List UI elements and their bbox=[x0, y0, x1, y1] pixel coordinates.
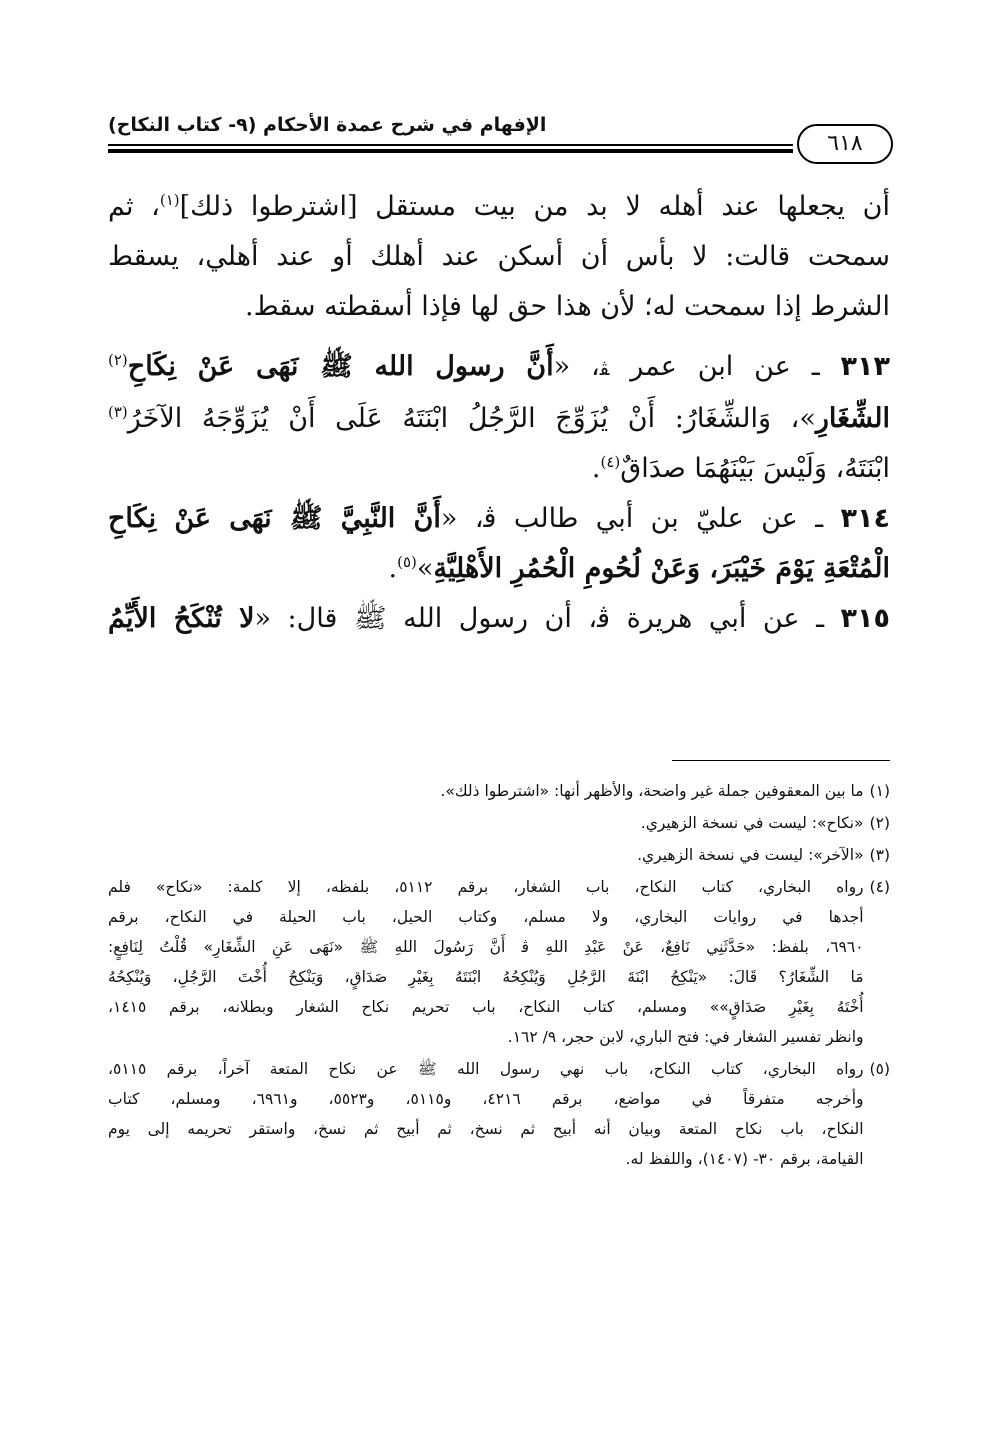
page-header bbox=[108, 108, 893, 168]
footnote-ref[interactable]: (٢) bbox=[108, 351, 128, 369]
header-rule-thin bbox=[108, 144, 793, 146]
footnote-mark: (٢) bbox=[869, 814, 890, 832]
hadith-number: ٣١٤ bbox=[840, 503, 890, 534]
footnotes bbox=[108, 776, 890, 1176]
footnote-line: ٦٩٦٠، بلفظ: «حَدَّثَنِي نَافِعٌ، عَنْ عَبْدِ اللهِ ﭬ أَنَّ رَسُولَ اللهِ ﷺ «نَهَى عَنِ الشِّغَارِ» قُلْتُ لِنَافِعٍ: bbox=[108, 938, 864, 956]
honorific-symbol: ﭭ bbox=[599, 358, 610, 380]
footnote-mark: (٥) bbox=[869, 1060, 890, 1078]
footnote-line: وانظر تفسير الشغار في: فتح الباري، لابن حجر، ٩/ ١٦٢. bbox=[507, 1028, 864, 1046]
footnote-line: رواه البخاري، كتاب النكاح، باب الشغار، برقم ٥١١٢، بلفظه، إلا كلمة: «نكاح» فلم bbox=[108, 878, 864, 896]
footnote-2 bbox=[108, 808, 890, 838]
footnote-line: النكاح، باب نكاح المتعة وبيان أنه أبيح ثم نسخ، ثم أبيح ثم نسخ، واستقر تحريمه إلى يوم bbox=[108, 1120, 864, 1138]
footnote-line: وأخرجه متفرقاً في مواضع، برقم ٤٢١٦، و٥١١٥، و٥٥٢٣، و٦٩٦١، ومسلم، كتاب bbox=[108, 1090, 864, 1108]
footnote-4 bbox=[108, 872, 890, 1052]
hadith-text: لا تُنْكَحُ الأَيِّمُ bbox=[108, 603, 255, 634]
hadith-314-line: الْمُتْعَةِ يَوْمَ خَيْبَرَ، وَعَنْ لُحُومِ الْحُمُرِ الأَهْلِيَّةِ»$^{(٥)}$. bbox=[388, 553, 890, 584]
main-text bbox=[108, 182, 890, 644]
text-line: سمحت قالت: لا بأس أن أسكن عند أهلك أو عند أهلي، يسقط bbox=[108, 241, 890, 272]
footnote-line: أُخْتَهُ بِغَيْرِ صَدَاقٍ»» ومسلم، كتاب النكاح، باب تحريم نكاح الشغار وبطلانه، برقم ١٤١٥، bbox=[108, 998, 864, 1016]
footnote-3 bbox=[108, 840, 890, 870]
footnote-line: رواه البخاري، كتاب النكاح، باب نهي رسول الله ﷺ عن نكاح المتعة آخراً، برقم ٥١١٥، bbox=[108, 1060, 864, 1078]
footnote-line: «نكاح»: ليست في نسخة الزهيري. bbox=[640, 814, 864, 832]
header-rule-thick bbox=[108, 149, 793, 153]
hadith-text: الشِّغَارِ bbox=[815, 403, 890, 434]
hadith-314-line: ٣١٤ ـ عن عليّ بن أبي طالب ﭬ، «أَنَّ النَّبِيَّ ﷺ نَهَى عَنْ نِكَاحِ bbox=[108, 503, 890, 534]
hadith-313-line: ٣١٣ ـ عن ابن عمر ﭭ، «أَنَّ رسول الله ﷺ نَهَى عَنْ نِكَاحِ$^{(٢)}$ bbox=[108, 351, 890, 382]
footnote-mark: (٣) bbox=[869, 846, 890, 864]
footnote-line: القيامة، برقم ٣٠- (١٤٠٧)، واللفظ له. bbox=[625, 1150, 864, 1168]
footnote-line: أجدها في روايات البخاري، ولا مسلم، وكتاب الحيل، باب الحيلة في النكاح، برقم bbox=[108, 908, 864, 926]
footnote-line: ما بين المعقوفين جملة غير واضحة، والأظهر أنها: «اشترطوا ذلك». bbox=[440, 782, 864, 800]
text-line: أن يجعلها عند أهله لا بد من بيت مستقل [اشترطوا ذلك]$^{(١)}$، ثم bbox=[108, 191, 890, 222]
footnote-mark: (١) bbox=[869, 782, 890, 800]
footnote-ref[interactable]: (٣) bbox=[108, 403, 128, 421]
hadith-text: أَنَّ النَّبِيَّ ﷺ نَهَى عَنْ نِكَاحِ bbox=[108, 503, 441, 534]
hadith-number: ٣١٣ bbox=[840, 351, 890, 382]
footnote-line: «الآخر»: ليست في نسخة الزهيري. bbox=[637, 846, 864, 864]
hadith-text: أَنَّ رسول الله ﷺ نَهَى عَنْ نِكَاحِ bbox=[127, 351, 554, 382]
footnote-ref[interactable]: (٥) bbox=[397, 553, 417, 571]
footnote-separator bbox=[672, 760, 890, 761]
running-title: الإفهام في شرح عمدة الأحكام (٩- كتاب النكاح) bbox=[108, 114, 547, 136]
footnote-1 bbox=[108, 776, 890, 806]
footnote-mark: (٤) bbox=[869, 878, 890, 896]
hadith-313-line: ابْنَتَهُ، وَلَيْسَ بَيْنَهُمَا صدَاقٌ$^{(٤)}$. bbox=[591, 453, 890, 484]
footnote-ref[interactable]: (٤) bbox=[600, 453, 621, 471]
footnote-line: مَا الشِّغَارُ؟ قَالَ: «يَنْكِحُ ابْنَةَ الرَّجُلِ وَيُنْكِحُهُ ابْنَتَهُ بِغَيْرِ صَدَاقٍ، وَيَنْكِحُ أُخْتَ الرَّجُلِ، وَيُنْكِحُهُ bbox=[108, 968, 864, 986]
text-line: الشرط إذا سمحت له؛ لأن هذا حق لها فإذا أسقطته سقط. bbox=[245, 291, 890, 322]
hadith-number: ٣١٥ bbox=[840, 603, 890, 634]
footnote-5 bbox=[108, 1054, 890, 1174]
hadith-text: الْمُتْعَةِ يَوْمَ خَيْبَرَ، وَعَنْ لُحُومِ الْحُمُرِ الأَهْلِيَّةِ bbox=[433, 553, 890, 584]
hadith-315-line: ٣١٥ ـ عن أبي هريرة ﭬ، أن رسول الله ﷺ قال: «لا تُنْكَحُ الأَيِّمُ bbox=[108, 603, 890, 634]
footnote-ref[interactable]: (١) bbox=[159, 191, 180, 209]
page-number: ٦١٨ bbox=[797, 124, 893, 164]
hadith-313-line: الشِّغَارِ»، وَالشِّغَارُ: أَنْ يُزَوِّجَ الرَّجُلُ ابْنَتَهُ عَلَى أَنْ يُزَوِّجَهُ الآخَرُ$^{(٣)}$ bbox=[108, 403, 890, 434]
